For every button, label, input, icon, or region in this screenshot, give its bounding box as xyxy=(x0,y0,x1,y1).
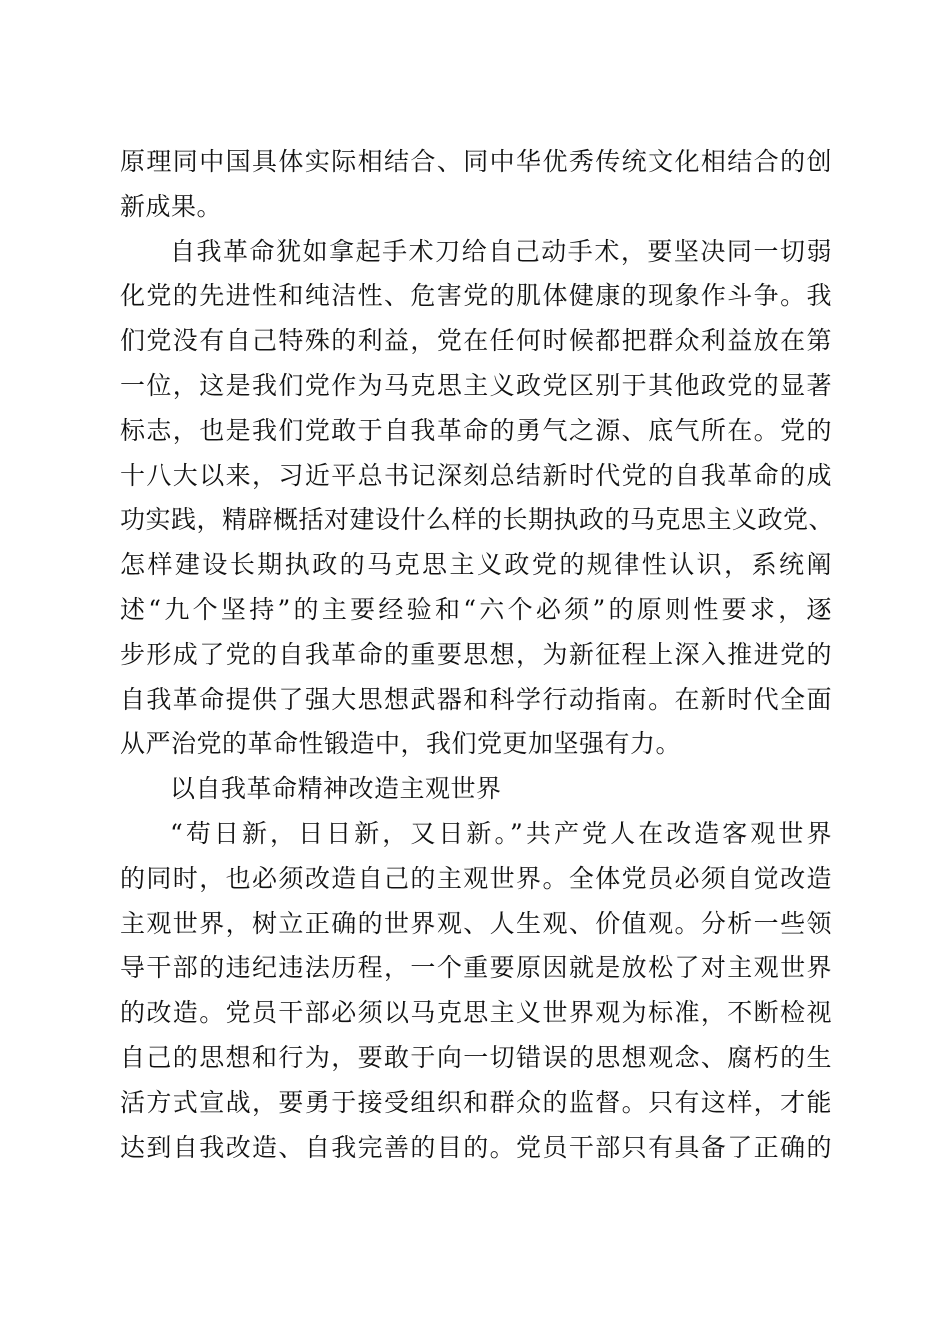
paragraph-first-line: “苟日新，日日新，又日新。”共产党人在改造客观世界 xyxy=(170,818,832,848)
text-line: 自我革命提供了强大思想武器和科学行动指南。在新时代全面 xyxy=(120,684,832,714)
text-line: 新成果。 xyxy=(120,191,223,221)
text-line: 步形成了党的自我革命的重要思想，为新征程上深入推进党的 xyxy=(120,639,832,669)
text-line: 十八大以来，习近平总书记深刻总结新时代党的自我革命的成 xyxy=(120,460,832,490)
text-line: 们党没有自己特殊的利益，党在任何时候都把群众利益放在第 xyxy=(120,326,832,356)
text-line: 功实践，精辟概括对建设什么样的长期执政的马克思主义政党、 xyxy=(120,505,835,535)
section-heading: 以自我革命精神改造主观世界 xyxy=(170,774,502,804)
text-line: 自己的思想和行为，要敢于向一切错误的思想观念、腐朽的生 xyxy=(120,1042,832,1072)
text-line: 从严治党的革命性锻造中，我们党更加坚强有力。 xyxy=(120,729,682,759)
text-line: 述“九个坚持”的主要经验和“六个必须”的原则性要求，逐 xyxy=(120,594,832,624)
text-line: 导干部的违纪违法历程，一个重要原因就是放松了对主观世界 xyxy=(120,953,832,983)
text-line: 的同时，也必须改造自己的主观世界。全体党员必须自觉改造 xyxy=(120,863,832,893)
text-line: 达到自我改造、自我完善的目的。党员干部只有具备了正确的 xyxy=(120,1132,832,1162)
text-line: 化党的先进性和纯洁性、危害党的肌体健康的现象作斗争。我 xyxy=(120,281,832,311)
paragraph-first-line: 自我革命犹如拿起手术刀给自己动手术，要坚决同一切弱 xyxy=(170,236,832,266)
text-line: 标志，也是我们党敢于自我革命的勇气之源、底气所在。党的 xyxy=(120,415,832,445)
text-line: 的改造。党员干部必须以马克思主义世界观为标准，不断检视 xyxy=(120,998,832,1028)
text-line: 原理同中国具体实际相结合、同中华优秀传统文化相结合的创 xyxy=(120,147,832,176)
text-line: 一位，这是我们党作为马克思主义政党区别于其他政党的显著 xyxy=(120,370,832,400)
text-line: 怎样建设长期执政的马克思主义政党的规律性认识，系统阐 xyxy=(120,550,832,580)
text-line: 活方式宣战，要勇于接受组织和群众的监督。只有这样，才能 xyxy=(120,1087,832,1117)
body-text xyxy=(120,140,835,1170)
text-line: 主观世界，树立正确的世界观、人生观、价值观。分析一些领 xyxy=(120,908,832,938)
